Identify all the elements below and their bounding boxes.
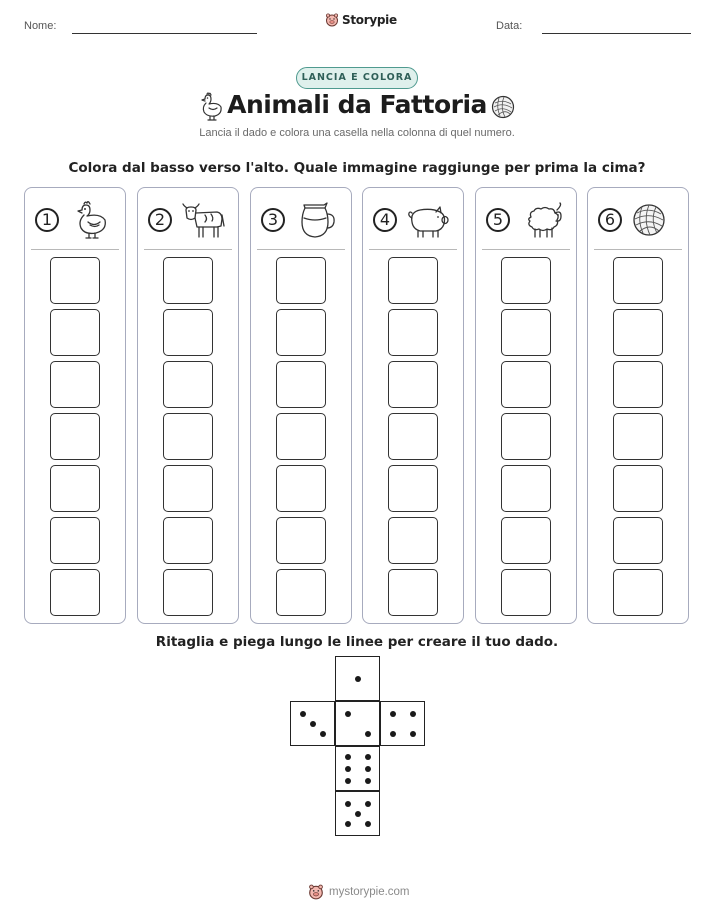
column-1: [24, 187, 126, 624]
die-pip: [355, 811, 361, 817]
column-header: [25, 198, 125, 242]
color-box[interactable]: [613, 413, 663, 460]
color-box[interactable]: [613, 309, 663, 356]
die-face-5: [335, 791, 380, 836]
page-title: Animali da Fattoria: [227, 90, 487, 119]
column-number: 5: [486, 208, 510, 232]
footer-url[interactable]: mystorypie.com: [329, 886, 410, 898]
footer: [308, 884, 410, 900]
color-box[interactable]: [613, 465, 663, 512]
color-box[interactable]: [163, 309, 213, 356]
die-pip: [345, 801, 351, 807]
die-pip: [410, 711, 416, 717]
color-box[interactable]: [388, 361, 438, 408]
name-label: Nome:: [24, 20, 57, 32]
die-pip: [365, 801, 371, 807]
pig-mascot-icon: [308, 884, 324, 900]
color-box[interactable]: [276, 517, 326, 564]
color-box[interactable]: [276, 569, 326, 616]
pig-mascot-icon: [325, 13, 339, 27]
color-box[interactable]: [50, 309, 100, 356]
brand-name: Storypie: [342, 13, 397, 27]
color-box[interactable]: [50, 517, 100, 564]
color-box[interactable]: [501, 517, 551, 564]
die-face-2: [335, 701, 380, 746]
pig-icon: [406, 200, 450, 240]
column-header: [363, 198, 463, 242]
color-box[interactable]: [388, 569, 438, 616]
die-pip: [310, 721, 316, 727]
color-box[interactable]: [613, 569, 663, 616]
yarn-ball-icon: [631, 200, 675, 240]
date-label: Data:: [496, 20, 523, 32]
column-2: [137, 187, 239, 624]
column-4: [362, 187, 464, 624]
die-pip: [410, 731, 416, 737]
column-5: [475, 187, 577, 624]
chicken-icon: [68, 200, 112, 240]
die-face-3: [290, 701, 335, 746]
sheep-icon: [519, 200, 563, 240]
die-pip: [345, 754, 351, 760]
column-3: [250, 187, 352, 624]
color-box[interactable]: [276, 257, 326, 304]
die-pip: [365, 731, 371, 737]
cow-icon: [181, 200, 225, 240]
color-box[interactable]: [50, 465, 100, 512]
color-box[interactable]: [163, 257, 213, 304]
column-divider: [144, 249, 232, 250]
color-box[interactable]: [163, 517, 213, 564]
column-divider: [257, 249, 345, 250]
column-header: [476, 198, 576, 242]
color-box[interactable]: [388, 413, 438, 460]
color-box[interactable]: [388, 465, 438, 512]
color-box[interactable]: [50, 361, 100, 408]
color-box[interactable]: [501, 465, 551, 512]
brand-logo: [325, 13, 397, 27]
color-box[interactable]: [163, 413, 213, 460]
column-number: 6: [598, 208, 622, 232]
color-box[interactable]: [163, 569, 213, 616]
color-box[interactable]: [50, 413, 100, 460]
color-box[interactable]: [613, 517, 663, 564]
color-box[interactable]: [50, 569, 100, 616]
color-box[interactable]: [501, 413, 551, 460]
color-box[interactable]: [276, 465, 326, 512]
milk-jug-icon: [294, 200, 338, 240]
dice-instruction: Ritaglia e piega lungo le linee per creare il tuo dado.: [155, 634, 559, 650]
column-divider: [482, 249, 570, 250]
die-face-6: [335, 746, 380, 791]
date-line: [542, 33, 691, 34]
column-number: 2: [148, 208, 172, 232]
color-box[interactable]: [388, 517, 438, 564]
die-pip: [390, 711, 396, 717]
column-header: [588, 198, 688, 242]
die-pip: [345, 711, 351, 717]
column-divider: [31, 249, 119, 250]
die-pip: [345, 766, 351, 772]
die-face-1: [335, 656, 380, 701]
die-pip: [345, 821, 351, 827]
coloring-instruction: Colora dal basso verso l'alto. Quale immagine raggiunge per prima la cima?: [68, 160, 646, 176]
die-pip: [390, 731, 396, 737]
column-6: [587, 187, 689, 624]
die-pip: [365, 766, 371, 772]
die-pip: [365, 821, 371, 827]
die-pip: [365, 754, 371, 760]
color-box[interactable]: [276, 361, 326, 408]
yarn-ball-icon: [491, 95, 515, 119]
column-header: [138, 198, 238, 242]
color-box[interactable]: [501, 569, 551, 616]
die-pip: [345, 778, 351, 784]
name-line: [72, 33, 257, 34]
color-box[interactable]: [50, 257, 100, 304]
color-box[interactable]: [613, 257, 663, 304]
die-pip: [320, 731, 326, 737]
color-box[interactable]: [276, 413, 326, 460]
die-pip: [365, 778, 371, 784]
column-divider: [594, 249, 682, 250]
color-box[interactable]: [276, 309, 326, 356]
die-pip: [355, 676, 361, 682]
die-pip: [300, 711, 306, 717]
color-box[interactable]: [613, 361, 663, 408]
column-number: 3: [261, 208, 285, 232]
color-box[interactable]: [388, 257, 438, 304]
activity-badge: LANCIA E COLORA: [296, 67, 418, 89]
color-box[interactable]: [501, 257, 551, 304]
page-subtitle: Lancia il dado e colora una casella nella colonna di quel numero.: [199, 127, 515, 139]
column-divider: [369, 249, 457, 250]
column-number: 1: [35, 208, 59, 232]
color-box[interactable]: [163, 361, 213, 408]
column-number: 4: [373, 208, 397, 232]
column-header: [251, 198, 351, 242]
color-box[interactable]: [501, 309, 551, 356]
color-box[interactable]: [163, 465, 213, 512]
color-box[interactable]: [501, 361, 551, 408]
color-box[interactable]: [388, 309, 438, 356]
die-face-4: [380, 701, 425, 746]
